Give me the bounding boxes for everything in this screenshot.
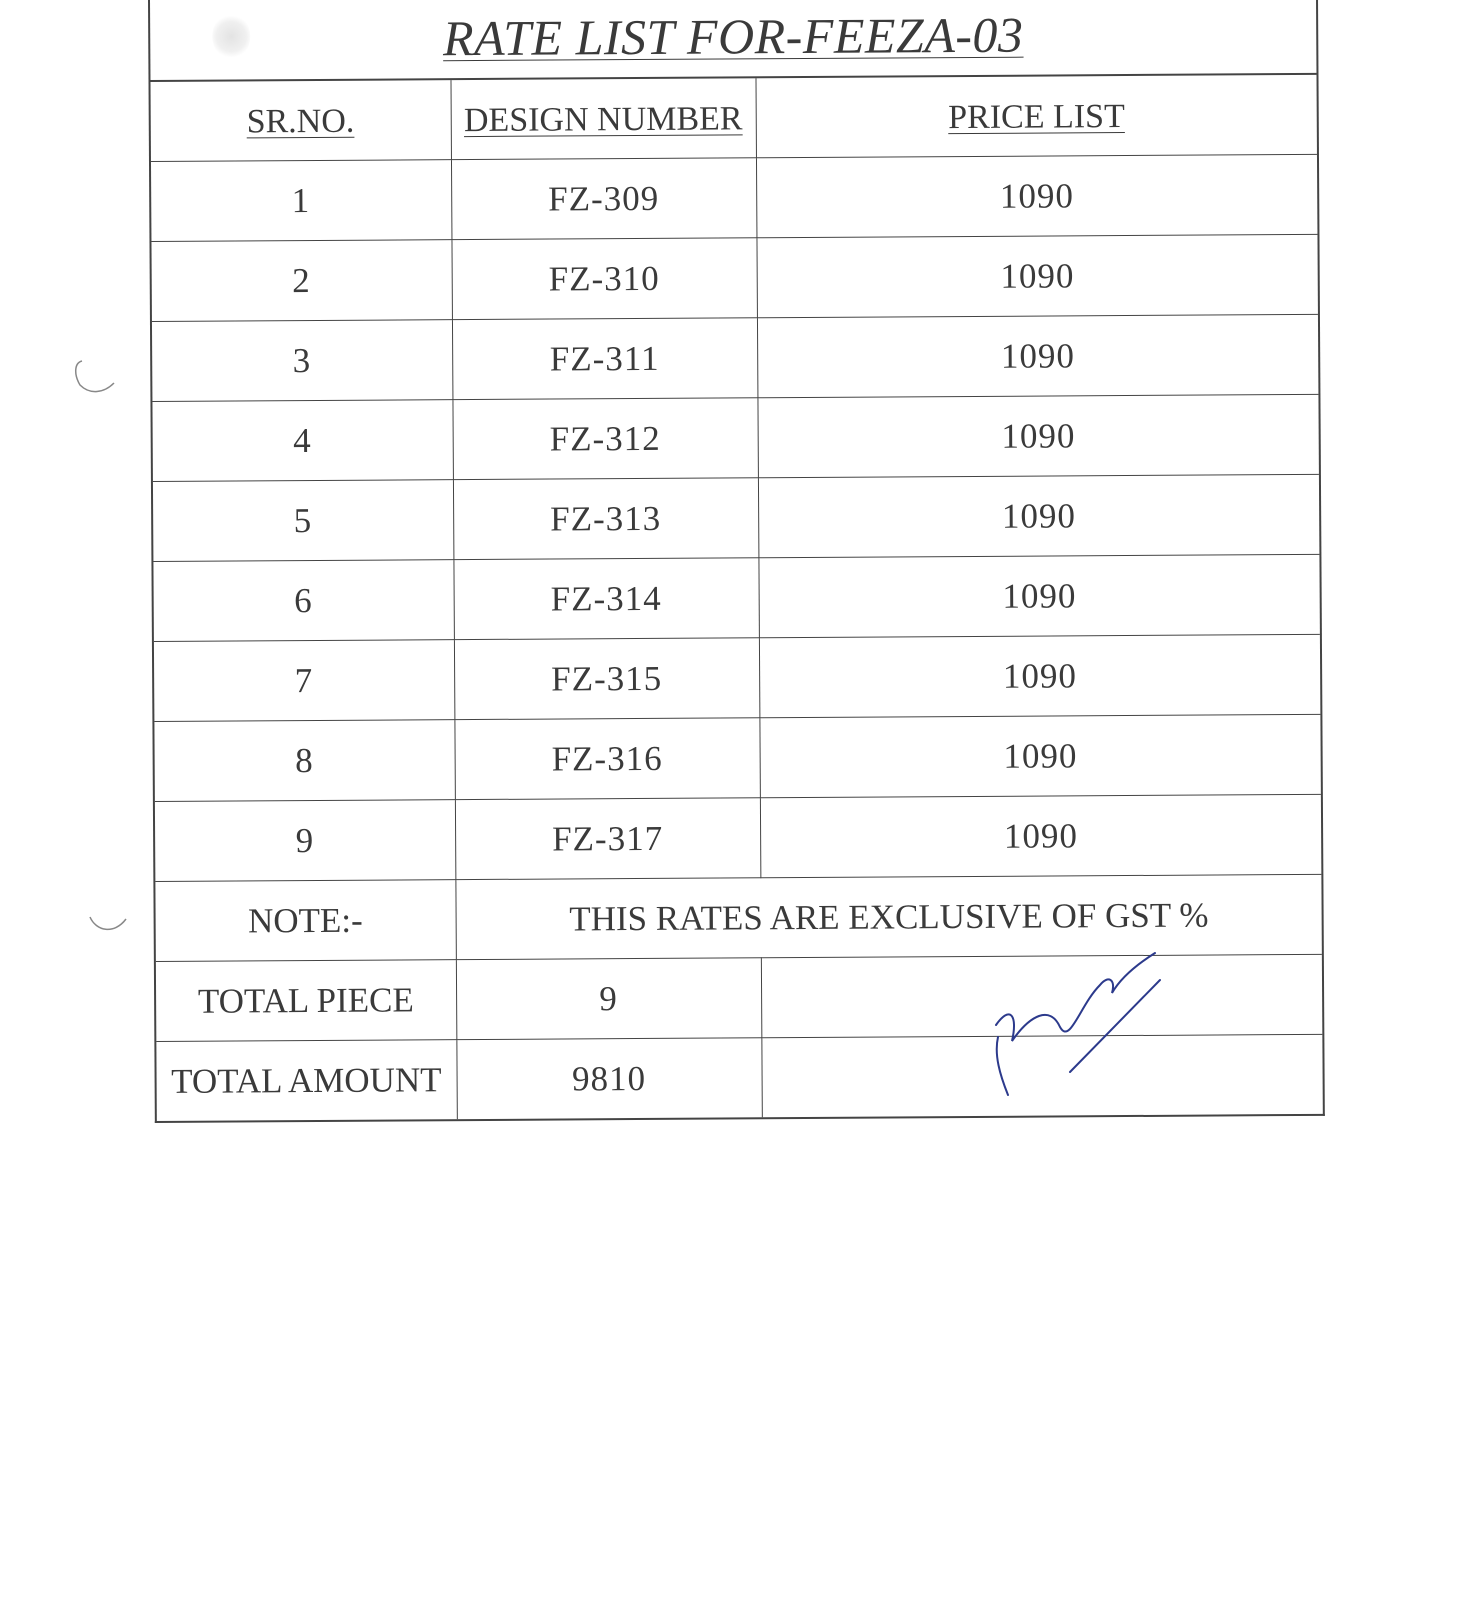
cell-design: FZ-311	[452, 318, 757, 400]
scan-mark	[86, 905, 132, 941]
cell-price: 1090	[756, 154, 1317, 237]
table-row	[153, 474, 1319, 561]
table-row	[153, 554, 1319, 641]
header-row	[151, 75, 1317, 162]
cell-price: 1090	[759, 634, 1320, 717]
note-text: THIS RATES ARE EXCLUSIVE OF GST %	[455, 874, 1321, 959]
cell-design: FZ-310	[451, 238, 756, 320]
total-amount-label: TOTAL AMOUNT	[156, 1040, 456, 1121]
cell-price: 1090	[758, 474, 1319, 557]
cell-sr: 1	[151, 160, 451, 242]
cell-price: 1090	[757, 314, 1318, 397]
cell-sr: 5	[153, 480, 453, 562]
cell-price: 1090	[760, 794, 1321, 877]
table-row	[151, 234, 1317, 321]
signature-flourish	[1070, 980, 1160, 1072]
header-price-list: PRICE LIST	[755, 75, 1316, 158]
cell-sr: 4	[152, 400, 452, 482]
total-amount-value: 9810	[456, 1038, 761, 1119]
header-design-number: DESIGN NUMBER	[450, 78, 755, 159]
table-row	[154, 714, 1320, 801]
signature	[990, 945, 1170, 1120]
cell-design: FZ-313	[453, 478, 758, 560]
cell-price: 1090	[758, 554, 1319, 637]
cell-sr: 7	[154, 640, 454, 722]
header-sr-no: SR.NO.	[151, 80, 451, 161]
total-piece-value: 9	[456, 958, 761, 1040]
signature-stroke	[996, 953, 1155, 1095]
smudge-mark	[212, 13, 250, 59]
cell-sr: 8	[154, 720, 454, 802]
note-label: NOTE:-	[155, 880, 455, 962]
cell-design: FZ-317	[455, 798, 760, 880]
cell-design: FZ-309	[451, 158, 756, 240]
table-row	[155, 794, 1321, 881]
cell-sr: 6	[153, 560, 453, 642]
table-row	[152, 394, 1318, 481]
total-piece-label: TOTAL PIECE	[156, 960, 456, 1042]
table-row	[152, 314, 1318, 401]
cell-sr: 9	[155, 800, 455, 882]
cell-price: 1090	[756, 234, 1317, 317]
cell-design: FZ-315	[454, 638, 759, 720]
title-row	[150, 0, 1316, 82]
page-title: RATE LIST FOR-FEEZA-03	[442, 6, 1024, 67]
cell-price: 1090	[759, 714, 1320, 797]
cell-design: FZ-316	[454, 718, 759, 800]
scan-mark	[68, 355, 122, 399]
table-row	[154, 634, 1320, 721]
cell-design: FZ-312	[452, 398, 757, 480]
cell-sr: 3	[152, 320, 452, 402]
cell-sr: 2	[151, 240, 451, 322]
cell-price: 1090	[757, 394, 1318, 477]
cell-design: FZ-314	[453, 558, 758, 640]
table-row	[151, 154, 1317, 241]
